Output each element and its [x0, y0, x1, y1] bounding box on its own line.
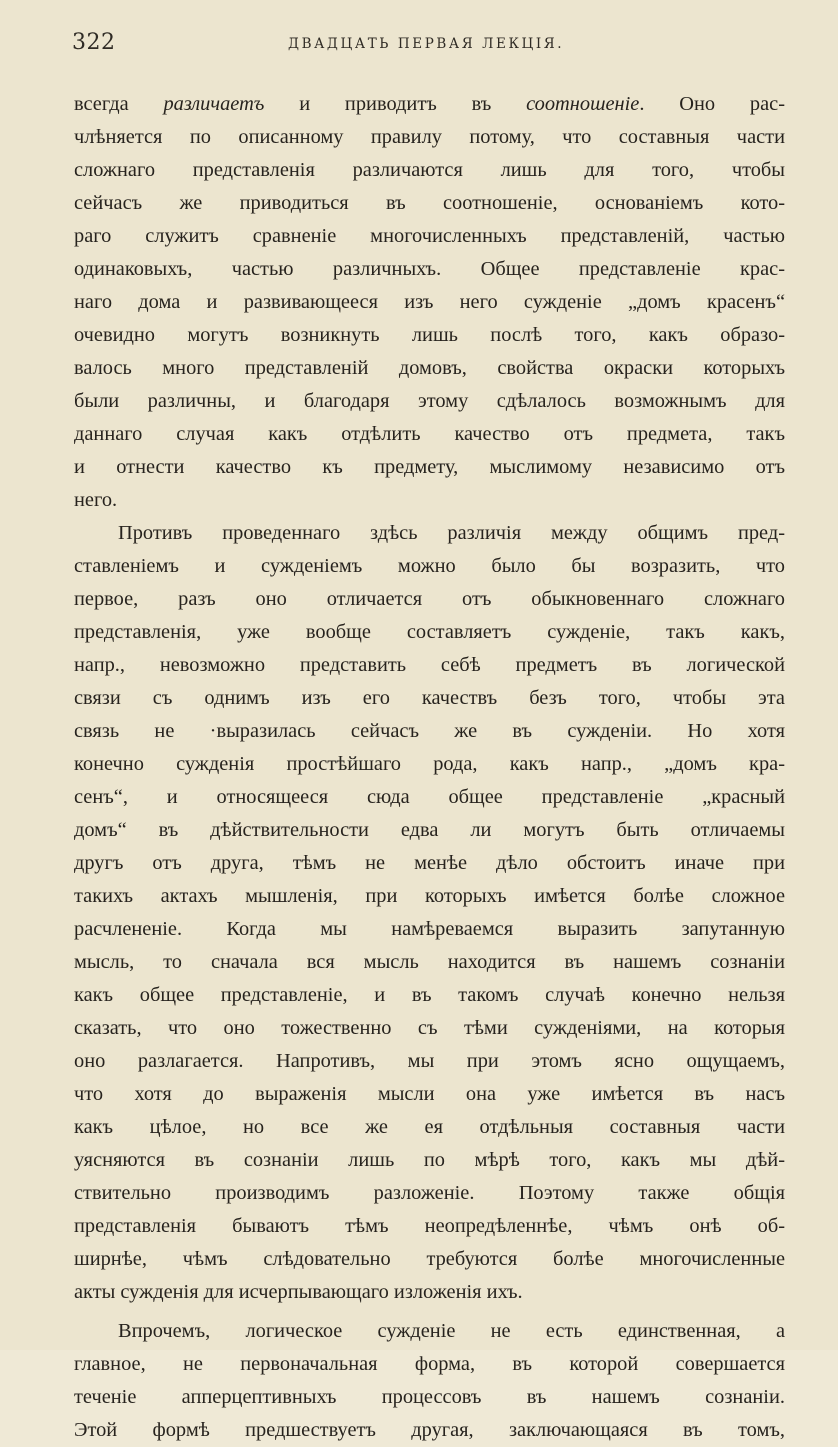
- text-line: ставленіемъ и сужденіемъ можно было бы возразить, что: [74, 555, 785, 577]
- text-line: представленія, уже вообще составляетъ сужденіе, такъ какъ,: [74, 621, 785, 643]
- text-line: раго служитъ сравненіе многочисленныхъ представленій, частью: [74, 225, 785, 247]
- emphasis: различаетъ: [163, 93, 265, 115]
- text-line: сложнаго представленія различаются лишь для того, чтобы: [74, 159, 785, 181]
- text-line: теченіе апперцептивныхъ процессовъ въ нашемъ сознаніи.: [74, 1386, 785, 1408]
- paragraph: [74, 517, 785, 1309]
- text-line: расчлененіе. Когда мы намѣреваемся выразить запутанную: [74, 918, 785, 940]
- text-line: Впрочемъ, логическое сужденіе не есть единственная, а: [118, 1320, 785, 1342]
- text-line: мысль, то сначала вся мысль находится въ нашемъ сознаніи: [74, 951, 785, 973]
- text-line: одинаковыхъ, частью различныхъ. Общее представленіе крас-: [74, 258, 785, 280]
- text-line: и отнести качество къ предмету, мыслимому независимо отъ: [74, 456, 785, 478]
- text-line: акты сужденія для исчерпывающаго изложенія ихъ.: [74, 1281, 523, 1303]
- text-line: другъ отъ друга, тѣмъ не менѣе дѣло обстоитъ иначе при: [74, 852, 785, 874]
- body-text: [74, 88, 785, 1447]
- text-line: Этой формѣ предшествуетъ другая, заключающаяся въ томъ,: [74, 1419, 785, 1441]
- text-line: какъ цѣлое, но все же ея отдѣльныя составныя части: [74, 1116, 785, 1138]
- emphasis: соотношеніе: [526, 93, 640, 115]
- text-line: уясняются въ сознаніи лишь по мѣрѣ того, какъ мы дѣй-: [74, 1149, 785, 1171]
- text-line: были различны, и благодаря этому сдѣлалось возможнымъ для: [74, 390, 785, 412]
- text-line: напр., невозможно представить себѣ предметъ въ логической: [74, 654, 785, 676]
- paragraph: [74, 1315, 785, 1447]
- text-line: первое, разъ оно отличается отъ обыкновеннаго сложнаго: [74, 588, 785, 610]
- text-line: связь не ·выразилась сейчасъ же въ сужденіи. Но хотя: [74, 720, 785, 742]
- text-line: наго дома и развивающееся изъ него сужденіе „домъ красенъ“: [74, 291, 785, 313]
- text-line: члѣняется по описанному правилу потому, что составныя части: [74, 126, 785, 148]
- text-line: что хотя до выраженія мысли она уже имѣется въ насъ: [74, 1083, 785, 1105]
- text-line: Противъ проведеннаго здѣсь различія между общимъ пред-: [118, 522, 785, 544]
- text-line: такихъ актахъ мышленія, при которыхъ имѣется болѣе сложное: [74, 885, 785, 907]
- text-line: сказать, что оно тожественно съ тѣми сужденіями, на которыя: [74, 1017, 785, 1039]
- text-line: оно разлагается. Напротивъ, мы при этомъ ясно ощущаемъ,: [74, 1050, 785, 1072]
- text-line: даннаго случая какъ отдѣлить качество отъ предмета, такъ: [74, 423, 785, 445]
- page-header: [72, 30, 788, 60]
- running-head: ДВАДЦАТЬ ПЕРВАЯ ЛЕКЦІЯ.: [288, 36, 565, 52]
- page-number: 322: [72, 30, 116, 55]
- text-line: очевидно могутъ возникнуть лишь послѣ того, какъ образо-: [74, 324, 785, 346]
- text-line: него.: [74, 489, 118, 511]
- text-line: представленія бываютъ тѣмъ неопредѣленнѣе, чѣмъ онѣ об-: [74, 1215, 785, 1237]
- text-line: связи съ однимъ изъ его качествъ безъ того, чтобы эта: [74, 687, 785, 709]
- paragraph: [74, 88, 785, 517]
- text-line: конечно сужденія простѣйшаго рода, какъ напр., „домъ кра-: [74, 753, 785, 775]
- text-line: всегда различаетъ и приводитъ въ соотношеніе. Оно рас-: [74, 93, 785, 115]
- text-line: ствительно производимъ разложеніе. Поэтому также общія: [74, 1182, 785, 1204]
- text-line: сенъ“, и относящееся сюда общее представленіе „красный: [74, 786, 785, 808]
- text-line: валось много представленій домовъ, свойства окраски которыхъ: [74, 357, 785, 379]
- text-line: какъ общее представленіе, и въ такомъ случаѣ конечно нельзя: [74, 984, 785, 1006]
- text-line: сейчасъ же приводиться въ соотношеніе, основаніемъ кото-: [74, 192, 785, 214]
- text-line: домъ“ въ дѣйствительности едва ли могутъ быть отличаемы: [74, 819, 785, 841]
- text-line: ширнѣе, чѣмъ слѣдовательно требуются болѣе многочисленные: [74, 1248, 785, 1270]
- text-line: главное, не первоначальная форма, въ которой совершается: [74, 1353, 785, 1375]
